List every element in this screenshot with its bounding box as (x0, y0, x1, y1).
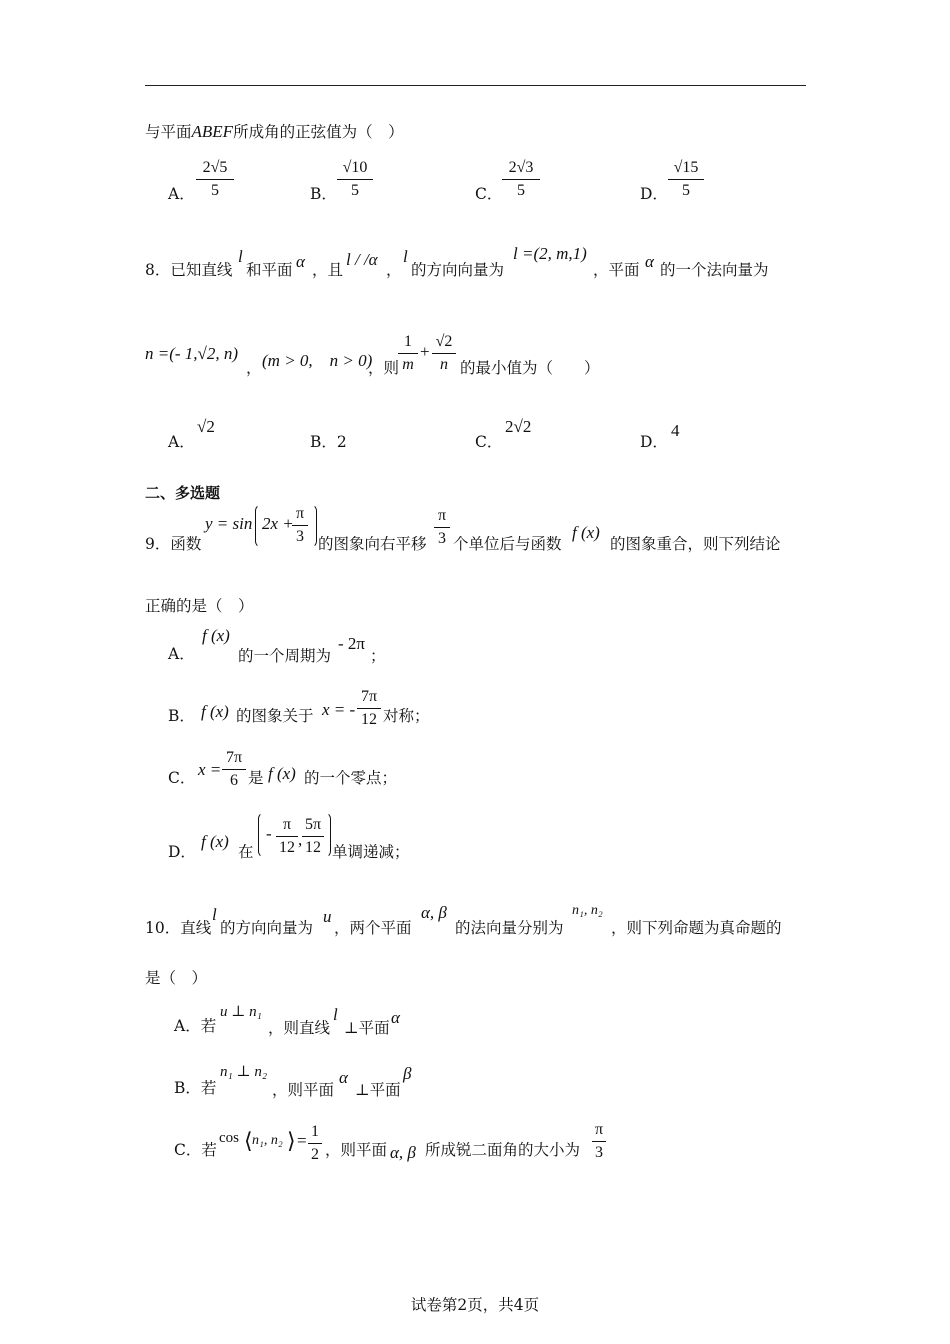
q9-option-a-text: 的一个周期为 (238, 647, 332, 665)
q7-tail-rest: 所成角的正弦值为（ ） (233, 123, 404, 141)
q9-text-2: 个单位后与函数 (453, 535, 562, 553)
q9-option-d-label: D． (168, 843, 196, 861)
q7-option-d-num: √15 (673, 159, 699, 176)
q9-option-c-fx: f (x) (268, 764, 296, 783)
q10-option-c-cos: cos (219, 1130, 239, 1146)
q9-option-d-end: 单调递减； (332, 843, 410, 861)
q8-parallel: l / /α (346, 250, 378, 269)
q9-option-c-end: 的一个零点； (304, 769, 398, 787)
q8-plus: + (420, 342, 430, 361)
q8-text-5: ，平面 (593, 261, 640, 279)
q9-option-a-end: ； (370, 647, 386, 665)
section-heading: 二、多选题 (145, 484, 221, 502)
q8-option-d-value: 4 (671, 421, 680, 440)
q7-option-c-label: C． (475, 185, 503, 203)
q8-frac-2 (432, 332, 456, 375)
q7-option-c-den: 5 (517, 182, 525, 199)
q9-number: 9．函数 (145, 535, 202, 553)
q10-alpha-beta: α, β (421, 903, 447, 922)
q10-option-c-num: 1 (311, 1123, 319, 1140)
q10-option-a-text: ，则直线 (268, 1019, 331, 1037)
q7-option-a-num: 2√5 (202, 159, 228, 176)
q7-option-c-num: 2√3 (508, 159, 534, 176)
q9-inner: 2x + (262, 514, 294, 533)
page-footer: 试卷第2页，共4页 (410, 1296, 540, 1314)
q8-frac-1-den: m (402, 356, 414, 373)
q9-text-3: 的图象重合，则下列结论 (610, 535, 781, 553)
q7-option-d-fraction (668, 158, 704, 201)
q10-option-c-eq: = (297, 1131, 307, 1150)
q9-pi-den: 3 (296, 528, 304, 545)
q8-frac-1 (398, 332, 418, 375)
q10-number: 10．直线 (145, 919, 212, 937)
q7-option-b-fraction (337, 158, 373, 201)
q8-line-l: l (238, 247, 243, 266)
q7-option-d-label: D． (640, 185, 668, 203)
q10-option-c-pi-fraction (592, 1120, 606, 1163)
q10-option-b-expr: n₁ ⊥ n₂ (220, 1064, 268, 1080)
q8-text-2: ，且 (312, 261, 344, 279)
q9-option-d-fx: f (x) (201, 832, 229, 851)
q10-text-2: ，两个平面 (334, 919, 412, 937)
q7-option-b-label: B． (310, 185, 337, 203)
q10-option-c-text: ，则平面 (325, 1141, 388, 1159)
q8-option-a-label: A． (168, 433, 195, 451)
q10-option-a-label: A．若 (174, 1017, 217, 1035)
q10-option-b-label: B．若 (174, 1079, 217, 1097)
q10-option-c-label: C．若 (174, 1141, 217, 1159)
q10-option-c-fraction (308, 1122, 322, 1165)
q9-option-b-fraction (357, 687, 381, 730)
q8-text-8: 的最小值为（ ） (460, 359, 600, 377)
q9-text-1: 的图象向右平移 (318, 535, 427, 553)
q9-option-b-num: 7π (360, 688, 378, 705)
q9-option-c-x: x = (198, 760, 222, 779)
q10-option-b-alpha: α (339, 1068, 348, 1087)
q8-text-7: ，则 (368, 359, 400, 377)
q7-option-a-den: 5 (211, 182, 219, 199)
q10-text-4: ，则下列命题为真命题的 (611, 919, 782, 937)
q9-option-c-num: 7π (225, 749, 243, 766)
q8-alpha-2: α (645, 252, 654, 271)
q9-option-d-sep: , (298, 830, 303, 849)
q8-option-a-value: √2 (197, 417, 215, 436)
q10-l: l (212, 905, 217, 924)
q10-option-a-l: l (333, 1005, 338, 1024)
q9-option-d-paren-left (258, 812, 265, 858)
q8-condition: (m > 0, n > 0) (262, 351, 373, 370)
q7-option-d-den: 5 (682, 182, 690, 199)
q9-option-b-den: 12 (361, 711, 377, 728)
q10-option-c-text-2: 所成锐二面角的大小为 (425, 1141, 581, 1159)
q9-option-b-label: B． (168, 707, 195, 725)
q9-option-b-fx: f (x) (201, 702, 229, 721)
q10-option-a-perp: ⊥平面 (344, 1019, 390, 1037)
q9-option-c-fraction (222, 748, 246, 791)
q8-frac-1-num: 1 (404, 333, 412, 350)
q10-option-c-pair: n₁, n₂ (252, 1133, 283, 1148)
q10-option-a-expr: u ⊥ n₁ (220, 1004, 262, 1020)
q9-option-d-n2: 5π (304, 816, 322, 833)
q8-frac-2-num: √2 (435, 333, 453, 350)
q10-text-5: 是（ ） (145, 969, 208, 987)
q8-option-d-label: D． (640, 433, 668, 451)
q8-number: 8．已知直线 (145, 261, 233, 279)
q9-option-c-label: C． (168, 769, 196, 787)
q10-option-c-angle-left: ⟨ (244, 1128, 253, 1153)
q7-option-a-label: A． (168, 185, 195, 203)
q9-option-b-end: 对称； (383, 707, 430, 725)
q9-option-b-text: 的图象关于 (236, 707, 314, 725)
q9-paren-left (255, 504, 262, 548)
q10-option-c-pi: π (594, 1121, 604, 1138)
q9-option-d-n1: π (282, 816, 292, 833)
q8-option-c-label: C． (475, 433, 503, 451)
q10-option-b-perp: ⊥平面 (355, 1081, 401, 1099)
q10-option-c-den: 2 (311, 1146, 319, 1163)
q9-option-d-d2: 12 (305, 839, 321, 856)
q7-option-c-fraction (502, 158, 540, 201)
q9-fx: f (x) (572, 523, 600, 542)
q9-option-d-d1: 12 (279, 839, 295, 856)
q10-normals: n₁, n₂ (572, 903, 603, 918)
q9-function: y = sin (205, 514, 253, 533)
q9-option-d-frac-1 (276, 815, 298, 858)
q10-option-c-alpha-beta: α, β (390, 1143, 416, 1162)
q10-option-c-angle-right: ⟩ (287, 1128, 296, 1153)
q8-text-3: ， (386, 261, 402, 279)
q8-vector-n: n =(- 1,√2, n) (145, 344, 239, 363)
q10-option-a-alpha: α (391, 1008, 400, 1027)
q7-tail-text: 与平面 (145, 123, 192, 141)
q9-option-d-text: 在 (238, 843, 254, 861)
q7-option-b-num: √10 (342, 159, 368, 176)
q10-u: u (323, 907, 332, 926)
q9-option-d-paren-right (324, 812, 331, 858)
q10-option-b-text: ，则平面 (272, 1081, 335, 1099)
q9-shift-num: π (437, 507, 447, 524)
q9-option-d-frac-2 (302, 815, 324, 858)
q9-option-a-label: A． (168, 645, 195, 663)
q7-option-b-den: 5 (351, 182, 359, 199)
q8-option-b-label: B．2 (310, 433, 347, 451)
q9-shift-fraction (434, 506, 450, 549)
q9-option-a-fx: f (x) (202, 626, 230, 645)
q9-paren-right (310, 504, 317, 548)
q9-option-c-text: 是 (248, 769, 264, 787)
q8-text-4: 的方向向量为 (411, 261, 505, 279)
q9-pi-num: π (295, 505, 305, 522)
q9-option-b-x: x = - (322, 700, 356, 719)
q9-option-c-den: 6 (230, 772, 238, 789)
q10-option-b-beta: β (403, 1064, 412, 1083)
q9-option-a-value: - 2π (338, 634, 365, 653)
q10-text-1: 的方向向量为 (220, 919, 314, 937)
q8-alpha: α (296, 252, 305, 271)
q7-plane: ABEF (191, 122, 234, 141)
header-rule (145, 85, 806, 86)
q8-comma: ， (246, 359, 262, 377)
q9-pi-third (292, 504, 308, 547)
q10-option-c-three: 3 (595, 1144, 603, 1161)
q9-shift-den: 3 (438, 530, 446, 547)
q8-vector-l: l =(2, m,1) (513, 244, 587, 263)
q8-option-c-value: 2√2 (505, 417, 532, 436)
q9-text-4: 正确的是（ ） (145, 597, 254, 615)
q8-text-6: 的一个法向量为 (660, 261, 769, 279)
q8-l-2: l (403, 247, 408, 266)
q7-tail (145, 120, 404, 142)
q9-option-d-minus: - (266, 824, 272, 843)
q10-text-3: 的法向量分别为 (455, 919, 564, 937)
q8-text-1: 和平面 (246, 261, 293, 279)
q8-frac-2-den: n (440, 356, 448, 373)
q7-option-a-fraction (196, 158, 234, 201)
